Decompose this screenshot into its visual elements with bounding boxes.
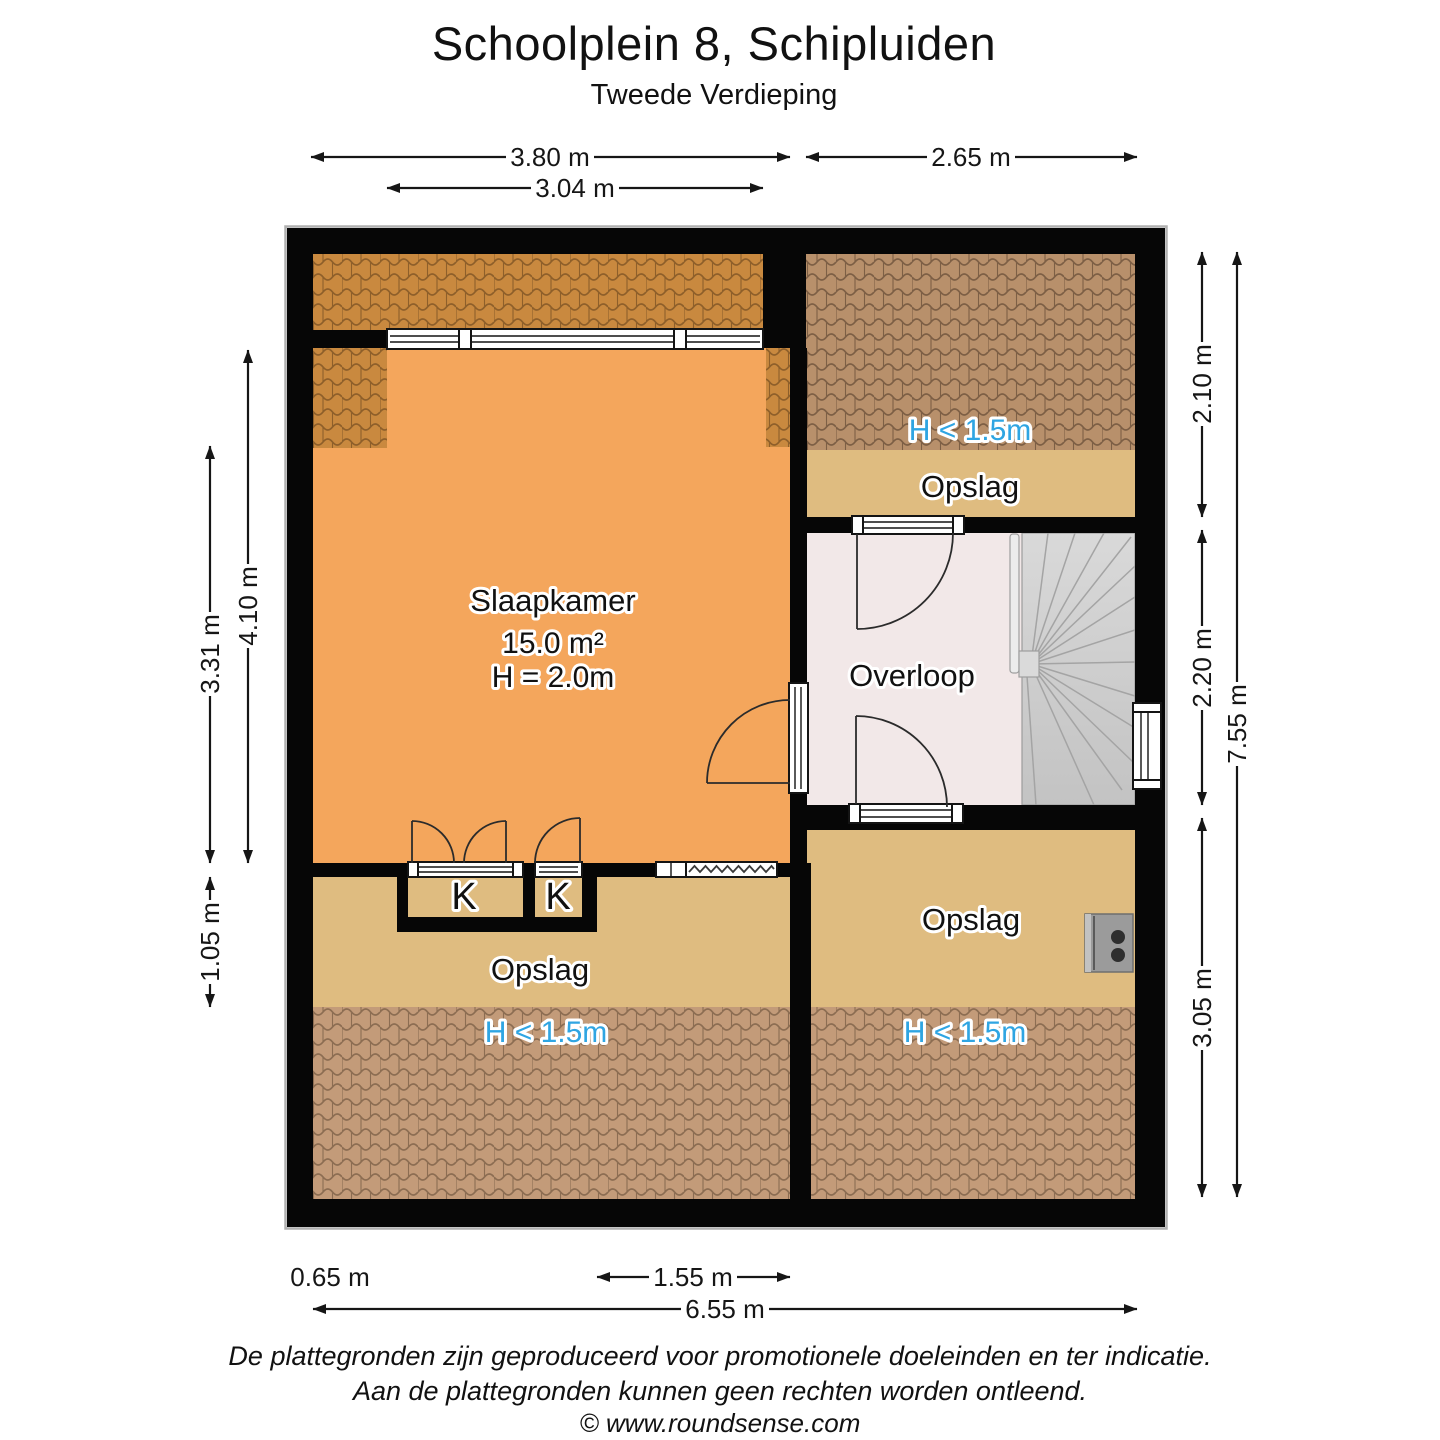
dim-right-bottom [1187, 818, 1217, 1197]
dim-left-small [195, 877, 225, 1007]
mechanical-unit [1085, 914, 1133, 972]
stairs [1010, 533, 1135, 805]
svg-text:2.10 m: 2.10 m [1187, 344, 1217, 424]
svg-text:3.31 m: 3.31 m [195, 614, 225, 694]
dim-top-left [311, 142, 790, 172]
open-connection [656, 862, 777, 877]
stairwell-window [1133, 703, 1161, 789]
footer-disclaimer-2: Aan de plattegronden kunnen geen rechten worden ontleend. [352, 1376, 1088, 1406]
slaapkamer-ceiling: H = 2.0m [491, 661, 615, 694]
closet-right-label: K [545, 876, 571, 918]
svg-text:3.04 m: 3.04 m [535, 173, 615, 203]
opslag-top-right-label: Opslag [920, 469, 1020, 504]
opslag-bottom-left-label: Opslag [490, 952, 590, 987]
svg-text:7.55 m: 7.55 m [1222, 684, 1252, 764]
dim-left-inner [195, 446, 225, 863]
dim-right-top [1187, 252, 1217, 517]
dim-bottom-mid [597, 1262, 790, 1292]
slaapkamer-area: 15.0 m² [502, 627, 604, 660]
svg-text:3.05 m: 3.05 m [1187, 968, 1217, 1048]
overloop-label: Overloop [849, 658, 975, 693]
svg-text:2.20 m: 2.20 m [1187, 628, 1217, 708]
footer-disclaimer-1: De plattegronden zijn geproduceerd voor promotionele doeleinden en ter indicatie. [228, 1341, 1212, 1371]
page-title: Schoolplein 8, Schipluiden [431, 17, 997, 70]
svg-text:2.65 m: 2.65 m [931, 142, 1011, 172]
dim-top-right [806, 142, 1137, 172]
slaapkamer-roof-strip [313, 254, 763, 330]
dim-bottom-total [313, 1294, 1137, 1324]
svg-text:6.55 m: 6.55 m [685, 1294, 765, 1324]
opslag-top-right-height-note: H < 1.5m [908, 414, 1032, 447]
svg-text:3.80 m: 3.80 m [510, 142, 590, 172]
page-subtitle: Tweede Verdieping [590, 79, 838, 111]
dim-right-mid [1187, 530, 1217, 805]
opslag-bottom-right-height-note: H < 1.5m [903, 1016, 1027, 1049]
slaapkamer-roof-patch-right [766, 348, 790, 447]
footer-copyright: © www.roundsense.com [579, 1408, 861, 1438]
dim-window [387, 173, 763, 203]
dim-bottom-left-small: 0.65 m [290, 1262, 370, 1292]
dim-right-total [1222, 252, 1252, 1197]
svg-text:1.05 m: 1.05 m [195, 902, 225, 982]
closet-left-label: K [451, 876, 477, 918]
opslag-bottom-left-height-note: H < 1.5m [484, 1016, 608, 1049]
slaapkamer-roof-patch-left [313, 348, 387, 448]
svg-text:4.10 m: 4.10 m [233, 566, 263, 646]
floorplan [286, 227, 1167, 1229]
stairs-newel [1019, 651, 1039, 677]
stairs-handrail [1010, 534, 1019, 673]
opslag-bottom-right-label: Opslag [921, 902, 1021, 937]
svg-text:1.55 m: 1.55 m [653, 1262, 733, 1292]
slaapkamer-window [387, 329, 763, 349]
dim-left-total [233, 350, 263, 863]
slaapkamer-label: Slaapkamer [470, 583, 636, 618]
